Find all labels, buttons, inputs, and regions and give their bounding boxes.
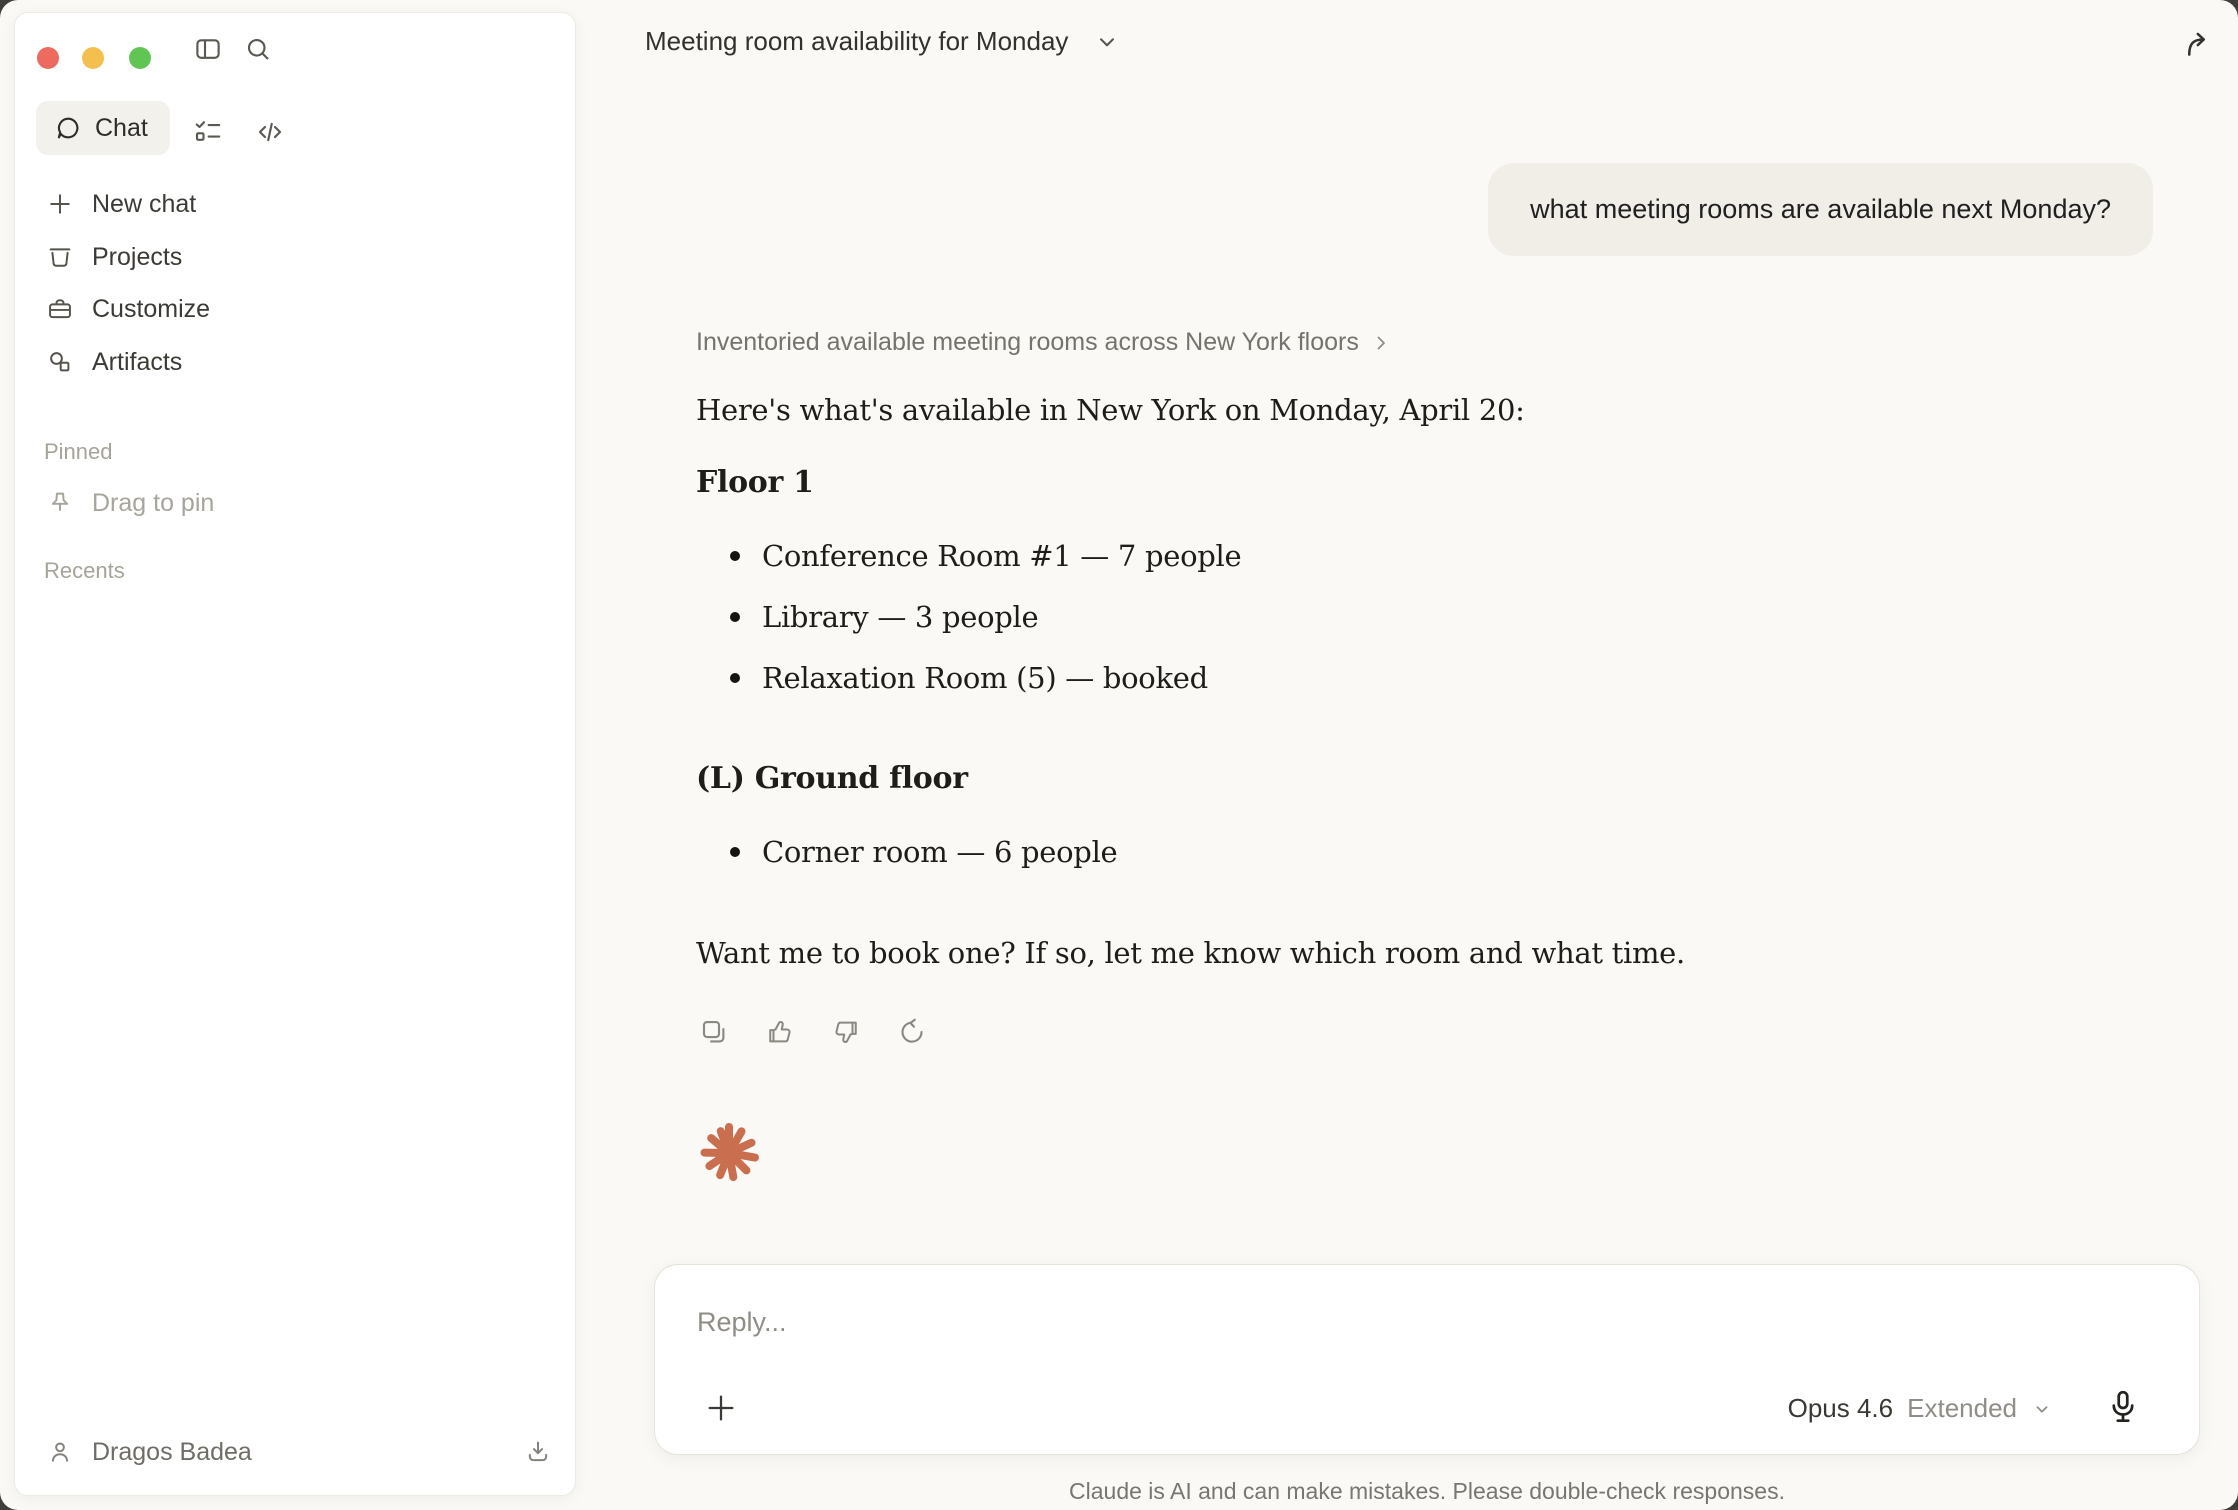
sidebar-item-artifacts[interactable] — [46, 342, 182, 382]
tool-result-text: Inventoried available meeting rooms across New York floors — [696, 328, 1359, 356]
claude-starburst-logo — [697, 1121, 761, 1185]
model-name: Opus 4.6 — [1787, 1393, 1894, 1423]
search-icon[interactable] — [242, 33, 274, 65]
plus-icon — [46, 190, 74, 218]
message-actions — [698, 1016, 928, 1048]
code-icon[interactable] — [253, 115, 287, 149]
recents-section-label: Recents — [44, 558, 125, 583]
drag-to-pin-label: Drag to pin — [92, 488, 215, 517]
drag-to-pin-hint — [46, 483, 214, 523]
copy-icon[interactable] — [698, 1016, 730, 1048]
model-selector[interactable] — [1788, 1393, 2053, 1424]
user-account-row[interactable] — [46, 1430, 552, 1474]
reply-composer[interactable] — [654, 1264, 2200, 1455]
close-window-button[interactable] — [37, 47, 59, 69]
list-item: Library — 3 people — [728, 586, 1241, 647]
sidebar-item-new-chat[interactable] — [46, 184, 196, 224]
sidebar-item-label: Artifacts — [92, 347, 183, 376]
sidebar-toggle-icon[interactable] — [192, 33, 224, 65]
share-icon[interactable] — [2174, 22, 2218, 66]
conversation-header[interactable] — [645, 26, 1120, 57]
pin-icon — [46, 489, 74, 517]
thumbs-up-icon[interactable] — [764, 1016, 796, 1048]
page-title: Meeting room availability for Monday — [645, 26, 1069, 56]
zoom-window-button[interactable] — [129, 47, 151, 69]
model-mode: Extended — [1907, 1393, 2017, 1423]
sidebar-item-label: Customize — [92, 294, 211, 323]
pinned-section-label: Pinned — [44, 439, 113, 464]
tool-result-summary[interactable] — [696, 328, 1393, 357]
floor-1-room-list — [728, 525, 1241, 708]
ground-floor-room-list — [728, 821, 1117, 882]
tab-chat[interactable] — [36, 101, 170, 155]
section-heading-floor-1: Floor 1 — [696, 465, 814, 500]
assistant-intro: Here's what's available in New York on Monday, April 20: — [696, 393, 1525, 427]
chevron-down-icon — [1094, 29, 1120, 55]
shapes-icon — [46, 348, 74, 376]
tasks-icon[interactable] — [191, 115, 225, 149]
list-item: Conference Room #1 — 7 people — [728, 525, 1241, 586]
user-name: Dragos Badea — [92, 1437, 252, 1466]
chat-bubble-icon — [54, 114, 82, 142]
thumbs-down-icon[interactable] — [830, 1016, 862, 1048]
ai-disclaimer: Claude is AI and can make mistakes. Please double-check responses. — [1069, 1478, 1785, 1504]
user-message-bubble: what meeting rooms are available next Monday? — [1488, 163, 2153, 256]
list-item: Corner room — 6 people — [728, 821, 1117, 882]
sidebar-item-customize[interactable] — [46, 289, 210, 329]
sidebar-item-label: New chat — [92, 189, 197, 218]
minimize-window-button[interactable] — [82, 47, 104, 69]
projects-box-icon — [46, 243, 74, 271]
list-item: Relaxation Room (5) — booked — [728, 647, 1241, 708]
tab-chat-label: Chat — [95, 113, 148, 142]
section-heading-ground-floor: (L) Ground floor — [696, 761, 968, 796]
sidebar-item-projects[interactable] — [46, 237, 182, 277]
toolbox-icon — [46, 295, 74, 323]
chevron-down-icon — [2031, 1398, 2053, 1420]
assistant-outro: Want me to book one? If so, let me know which room and what time. — [696, 936, 1685, 970]
microphone-icon[interactable] — [2103, 1386, 2143, 1430]
download-icon[interactable] — [524, 1438, 552, 1466]
attach-plus-icon[interactable] — [703, 1390, 739, 1426]
retry-icon[interactable] — [896, 1016, 928, 1048]
reply-input[interactable]: Reply... — [697, 1307, 787, 1337]
user-icon — [46, 1438, 74, 1466]
sidebar — [14, 12, 576, 1496]
sidebar-item-label: Projects — [92, 242, 183, 271]
chevron-right-icon — [1369, 331, 1393, 355]
